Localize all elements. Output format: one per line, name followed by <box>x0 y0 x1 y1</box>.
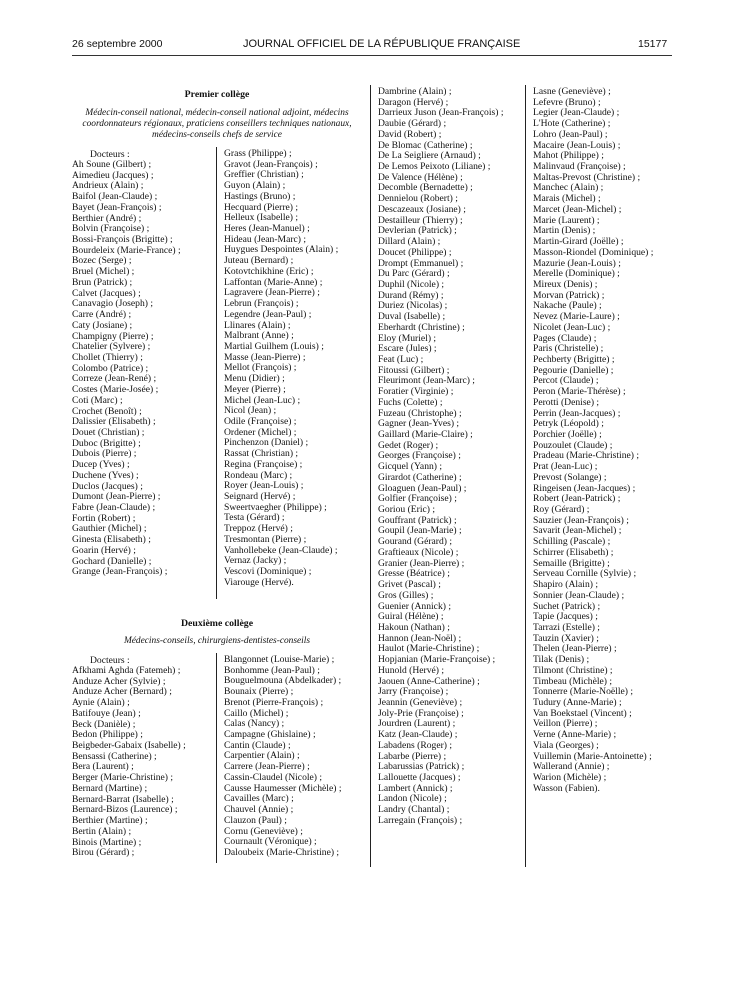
name-entry: Feat (Luc) ; <box>378 353 424 365</box>
name-entry: Shapiro (Alain) ; <box>533 579 599 591</box>
name-entry: Bonhomme (Jean-Paul) ; <box>224 664 320 676</box>
name-entry: Martin-Girard (Joëlle) ; <box>533 236 624 248</box>
name-entry: Gicquel (Yann) ; <box>378 461 443 473</box>
name-entry: Dalissier (Elisabeth) ; <box>72 416 156 428</box>
column-divider <box>370 85 371 867</box>
name-entry: Nakache (Paule) ; <box>533 300 602 312</box>
name-entry: Fleurimont (Jean-Marc) ; <box>378 375 475 387</box>
name-entry: Lohro (Jean-Paul) ; <box>533 128 608 140</box>
name-entry: Nicol (Jean) ; <box>224 405 277 417</box>
name-entry: Descazeaux (Josiane) ; <box>378 203 466 215</box>
name-entry: Tudury (Anne-Marie) ; <box>533 696 622 708</box>
name-entry: Pages (Claude) ; <box>533 332 597 344</box>
name-entry: Macaire (Jean-Louis) ; <box>533 139 621 151</box>
name-entry: Grass (Philippe) ; <box>224 148 292 159</box>
name-entry: Laffontan (Marie-Anne) ; <box>224 276 323 288</box>
name-entry: Gravot (Jean-François) ; <box>224 158 318 170</box>
name-entry: Chauvel (Annie) ; <box>224 804 294 816</box>
name-entry: Aimedieu (Jacques) ; <box>72 169 154 181</box>
name-entry: Berthier (André) ; <box>72 212 142 224</box>
name-entry: Fuchs (Colette) ; <box>378 396 443 408</box>
name-entry: Wallerand (Annie) ; <box>533 761 610 773</box>
name-entry: Lallouette (Jacques) ; <box>378 772 461 783</box>
name-entry: Schilling (Pascale) ; <box>533 536 611 548</box>
name-entry: Du Parc (Gérard) ; <box>378 268 450 280</box>
name-entry: Devlerian (Patrick) ; <box>378 225 457 237</box>
name-entry: Hopjanian (Marie-Françoise) ; <box>378 654 496 666</box>
name-entry: Duphil (Nicole) ; <box>378 278 445 290</box>
name-entry: Girardot (Catherine) ; <box>378 471 462 483</box>
name-entry: Michel (Jean-Luc) ; <box>224 394 301 406</box>
name-entry: Carrere (Jean-Pierre) ; <box>224 761 310 773</box>
name-entry: Peron (Marie-Thérèse) ; <box>533 386 626 398</box>
name-entry: Bensassi (Catherine) ; <box>72 750 157 762</box>
name-entry: Schirrer (Elisabeth) ; <box>533 546 614 558</box>
name-entry: Baifol (Jean-Claude) ; <box>72 191 158 203</box>
name-entry: Vernaz (Jacky) ; <box>224 555 287 567</box>
name-entry: Tarrazi (Estelle) ; <box>533 621 600 633</box>
name-entry: Canavagio (Joseph) ; <box>72 298 153 310</box>
names-column <box>533 87 653 794</box>
name-entry: Darrieux Juson (Jean-François) ; <box>378 107 504 119</box>
name-entry: Colombo (Patrice) ; <box>72 362 149 374</box>
name-entry: Anduze Acher (Bernard) ; <box>72 686 172 698</box>
name-entry: Mahot (Philippe) ; <box>533 150 604 162</box>
name-entry: Percot (Claude) ; <box>533 375 599 387</box>
name-entry: Seignard (Hervé) ; <box>224 491 296 502</box>
name-entry: Bourdeleix (Marie-France) ; <box>72 244 181 256</box>
name-entry: Tauzin (Xavier) ; <box>533 632 599 644</box>
name-entry: David (Robert) ; <box>378 128 442 140</box>
name-entry: Bozec (Serge) ; <box>72 255 132 267</box>
name-entry: Tapie (Jacques) ; <box>533 611 598 623</box>
name-entry: Caty (Josiane) ; <box>72 319 133 331</box>
names-column <box>72 160 181 578</box>
name-entry: Berthier (Martine) ; <box>72 815 148 827</box>
name-entry: Van Boekstael (Vincent) ; <box>533 707 632 719</box>
name-entry: Blangonnet (Louise-Marie) ; <box>224 654 335 665</box>
name-entry: Gauthier (Michel) ; <box>72 523 147 535</box>
name-entry: Destailleur (Thierry) ; <box>378 214 463 226</box>
name-entry: Perotti (Denise) ; <box>533 396 600 408</box>
name-entry: Mellot (François) ; <box>224 362 297 374</box>
name-entry: Porchier (Joëlle) ; <box>533 429 602 440</box>
name-entry: Fortin (Robert) ; <box>72 512 136 524</box>
name-entry: Goarin (Hervé) ; <box>72 544 136 556</box>
name-entry: Causse Haumesser (Michèle) ; <box>224 782 342 794</box>
name-entry: Hecquard (Pierre) ; <box>224 201 299 213</box>
name-entry: Rassat (Christian) ; <box>224 448 299 460</box>
header-rule <box>72 55 672 56</box>
name-entry: Dubois (Pierre) ; <box>72 448 137 460</box>
name-entry: Legendre (Jean-Paul) ; <box>224 308 312 320</box>
name-entry: Gouffrant (Patrick) ; <box>378 514 457 526</box>
header-date: 26 septembre 2000 <box>72 38 163 50</box>
name-entry: Landon (Nicole) ; <box>378 793 447 805</box>
name-entry: Gaillard (Marie-Claire) ; <box>378 429 473 440</box>
name-entry: De La Seigliere (Arnaud) ; <box>378 150 481 162</box>
name-entry: Beck (Danièle) ; <box>72 718 136 730</box>
name-entry: Caillo (Michel) ; <box>224 707 289 719</box>
name-entry: Calvet (Jacques) ; <box>72 287 141 299</box>
name-entry: Odile (Françoise) ; <box>224 415 297 427</box>
name-entry: Hastings (Bruno) ; <box>224 190 296 202</box>
names-column <box>72 666 186 859</box>
name-entry: Cantin (Claude) ; <box>224 739 291 751</box>
name-entry: Labarussias (Patrick) ; <box>378 761 465 773</box>
name-entry: Tilak (Denis) ; <box>533 654 590 666</box>
name-entry: Nevez (Marie-Laure) ; <box>533 311 620 323</box>
name-entry: Masson-Riondel (Dominique) ; <box>533 246 654 258</box>
name-entry: Wasson (Fabien). <box>533 782 600 794</box>
name-entry: Warion (Michèle) ; <box>533 772 607 783</box>
name-entry: Joly-Prie (Françoise) ; <box>378 707 464 719</box>
name-entry: Pradeau (Marie-Christine) ; <box>533 450 640 462</box>
name-entry: Gochard (Danielle) ; <box>72 555 152 567</box>
name-entry: Brun (Patrick) ; <box>72 276 133 288</box>
name-entry: Daubie (Gérard) ; <box>378 118 447 130</box>
name-entry: Guyon (Alain) ; <box>224 180 286 192</box>
name-entry: Berger (Marie-Christine) ; <box>72 772 174 784</box>
name-entry: Larregain (François) ; <box>378 814 463 826</box>
column-divider <box>216 653 217 863</box>
section-title-premier: Premier collège <box>184 89 250 100</box>
name-entry: Pechberty (Brigitte) ; <box>533 353 615 365</box>
name-entry: Campagne (Ghislaine) ; <box>224 729 316 741</box>
name-entry: Duchene (Yves) ; <box>72 469 139 481</box>
name-entry: Costes (Marie-Josée) ; <box>72 384 159 396</box>
name-entry: Sonnier (Jean-Claude) ; <box>533 589 625 601</box>
name-entry: Paris (Christelle) ; <box>533 343 604 355</box>
name-entry: Graftieaux (Nicole) ; <box>378 546 459 558</box>
section-subtitle-premier: Médecin-conseil national, médecin-conseil national adjoint, médecins coordonnateurs régionaux, praticiens conseillers techniques nationaux, médecins-conseils chefs de service <box>82 108 352 140</box>
name-entry: Foratier (Virginie) ; <box>378 386 454 398</box>
name-entry: Martial Guilhem (Louis) ; <box>224 340 324 352</box>
name-entry: Pegourie (Danielle) ; <box>533 364 614 376</box>
name-entry: Carpentier (Alain) ; <box>224 750 300 762</box>
name-entry: Pinchenzon (Daniel) ; <box>224 437 309 449</box>
name-entry: Ordener (Michel) ; <box>224 426 297 438</box>
name-entry: Morvan (Patrick) ; <box>533 289 605 301</box>
name-entry: Crochet (Benoît) ; <box>72 405 142 417</box>
name-entry: Gros (Gilles) ; <box>378 589 434 601</box>
name-entry: De Valence (Hélène) ; <box>378 171 463 183</box>
name-entry: Prevost (Solange) ; <box>533 471 607 483</box>
name-entry: Jaouen (Anne-Catherine) ; <box>378 675 480 687</box>
name-entry: Fitoussi (Gilbert) ; <box>378 364 450 376</box>
name-entry: Meyer (Pierre) ; <box>224 383 286 395</box>
name-entry: Gourand (Gérard) ; <box>378 536 453 548</box>
name-entry: Bedon (Philippe) ; <box>72 729 143 741</box>
name-entry: Labadens (Roger) ; <box>378 739 453 751</box>
name-entry: Dillard (Alain) ; <box>378 236 441 248</box>
name-entry: Roy (Gérard) ; <box>533 504 590 516</box>
column-heading-docteurs: Docteurs : <box>90 149 130 160</box>
name-entry: Dumont (Jean-Pierre) ; <box>72 491 161 503</box>
name-entry: Nicolet (Jean-Luc) ; <box>533 321 611 333</box>
name-entry: Martin (Denis) ; <box>533 225 596 237</box>
name-entry: Lebrun (François) ; <box>224 298 299 310</box>
section-subtitle-deuxieme: Médecins-conseils, chirurgiens-dentistes-conseils <box>123 636 311 646</box>
name-entry: Pouzoulet (Claude) ; <box>533 439 613 451</box>
name-entry: Kotovtchikhine (Eric) ; <box>224 265 314 277</box>
name-entry: Menu (Didier) ; <box>224 373 285 385</box>
name-entry: Masse (Jean-Pierre) ; <box>224 351 306 363</box>
name-entry: Bossi-François (Brigitte) ; <box>72 234 173 246</box>
name-entry: Bouguelmouna (Abdelkader) ; <box>224 675 342 687</box>
name-entry: Greffier (Christian) ; <box>224 169 304 181</box>
name-entry: Viarouge (Hervé). <box>224 576 294 588</box>
name-entry: De Blomac (Catherine) ; <box>378 139 473 151</box>
name-entry: Gresse (Béatrice) ; <box>378 568 450 580</box>
name-entry: Gloaguen (Jean-Paul) ; <box>378 482 467 494</box>
name-entry: Treppoz (Hervé) ; <box>224 523 293 535</box>
name-entry: Bernard-Bizos (Laurence) ; <box>72 804 178 816</box>
name-entry: Veillon (Pierre) ; <box>533 718 598 730</box>
name-entry: Legier (Jean-Claude) ; <box>533 107 620 119</box>
name-entry: Manchec (Alain) ; <box>533 182 604 194</box>
name-entry: Decomble (Bernadette) ; <box>378 182 473 194</box>
name-entry: Chatelier (Sylvere) ; <box>72 341 151 353</box>
name-entry: Marie (Laurent) ; <box>533 214 600 226</box>
name-entry: Duval (Isabelle) ; <box>378 311 446 323</box>
name-entry: Duriez (Nicolas) ; <box>378 300 448 312</box>
name-entry: Savarit (Jean-Michel) ; <box>533 525 622 537</box>
name-entry: Cavailles (Marc) ; <box>224 793 294 805</box>
page-number: 15177 <box>638 38 668 50</box>
name-entry: Sweertvaegher (Philippe) ; <box>224 501 327 513</box>
name-entry: Marcet (Jean-Michel) ; <box>533 203 622 215</box>
name-entry: Ducep (Yves) ; <box>72 459 130 471</box>
name-entry: Bayet (Jean-François) ; <box>72 201 162 213</box>
name-entry: Maltas-Prevost (Christine) ; <box>533 171 641 183</box>
name-entry: Lefevre (Bruno) ; <box>533 96 601 108</box>
name-entry: Labarbe (Pierre) ; <box>378 750 447 762</box>
name-entry: Eberhardt (Christine) ; <box>378 321 465 333</box>
name-entry: Helleux (Isabelle) ; <box>224 212 299 224</box>
header-title: JOURNAL OFFICIEL DE LA RÉPUBLIQUE FRANÇAISE <box>243 38 521 50</box>
name-entry: Heres (Jean-Manuel) ; <box>224 223 310 235</box>
name-entry: Doucet (Philippe) ; <box>378 246 452 258</box>
name-entry: Petryk (Léopold) ; <box>533 418 604 430</box>
name-entry: Llinares (Alain) ; <box>224 319 291 331</box>
name-entry: Malinvaud (Françoise) ; <box>533 161 626 173</box>
name-entry: Bernard (Martine) ; <box>72 782 148 794</box>
name-entry: Clauzon (Paul) ; <box>224 814 287 826</box>
name-entry: L'Hote (Catherine) ; <box>533 118 611 130</box>
name-entry: Regina (Françoise) ; <box>224 458 303 470</box>
name-entry: Vanhollebeke (Jean-Claude) ; <box>224 544 338 556</box>
name-entry: Golfier (Françoise) ; <box>378 493 457 505</box>
name-entry: Birou (Gérard) ; <box>72 847 135 859</box>
name-entry: Merelle (Dominique) ; <box>533 268 620 280</box>
name-entry: Cassin-Claudel (Nicole) ; <box>224 771 323 783</box>
name-entry: Viala (Georges) ; <box>533 739 599 751</box>
name-entry: Huygues Despointes (Alain) ; <box>224 244 339 256</box>
name-entry: Eloy (Muriel) ; <box>378 332 437 344</box>
name-entry: Suchet (Patrick) ; <box>533 600 601 612</box>
name-entry: Gedet (Roger) ; <box>378 439 439 451</box>
name-entry: Brenot (Pierre-François) ; <box>224 696 324 708</box>
name-entry: Daloubeix (Marie-Christine) ; <box>224 846 340 858</box>
name-entry: Prat (Jean-Luc) ; <box>533 461 598 473</box>
name-entry: Tilmont (Christine) ; <box>533 664 613 676</box>
name-entry: Fabre (Jean-Claude) ; <box>72 502 156 513</box>
name-entry: Goupil (Jean-Marie) ; <box>378 525 462 537</box>
name-entry: Coti (Marc) ; <box>72 394 123 406</box>
name-entry: Granier (Jean-Pierre) ; <box>378 557 465 569</box>
name-entry: Robert (Jean-Patrick) ; <box>533 493 621 505</box>
name-entry: Calas (Nancy) ; <box>224 718 285 730</box>
name-entry: Dambrine (Alain) ; <box>378 86 452 97</box>
name-entry: Goriou (Eric) ; <box>378 504 436 516</box>
name-entry: Jourdren (Laurent) ; <box>378 718 456 730</box>
name-entry: Hunold (Hervé) ; <box>378 664 445 676</box>
names-column <box>224 149 338 588</box>
name-entry: Andrieux (Alain) ; <box>72 180 144 192</box>
column-heading-docteurs: Docteurs : <box>90 655 130 666</box>
name-entry: Bruel (Michel) ; <box>72 266 135 278</box>
name-entry: Grange (Jean-François) ; <box>72 566 168 578</box>
name-entry: Fuzeau (Christophe) ; <box>378 407 462 419</box>
name-entry: Escare (Jules) ; <box>378 343 437 355</box>
name-entry: Bounaix (Pierre) ; <box>224 686 294 698</box>
name-entry: Semaille (Brigitte) ; <box>533 557 610 569</box>
name-entry: Durand (Rémy) ; <box>378 289 444 301</box>
name-entry: Vuillemin (Marie-Antoinette) ; <box>533 750 652 762</box>
name-entry: Grivet (Pascal) ; <box>378 579 441 591</box>
name-entry: Rondeau (Marc) ; <box>224 469 293 481</box>
name-entry: Bernard-Barrat (Isabelle) ; <box>72 793 174 805</box>
name-entry: De Lemos Peixoto (Liliane) ; <box>378 161 491 173</box>
column-divider <box>216 147 217 599</box>
name-entry: Gagner (Jean-Yves) ; <box>378 418 460 430</box>
name-entry: Drompt (Emmanuel) ; <box>378 257 464 269</box>
name-entry: Douet (Christian) ; <box>72 426 145 438</box>
name-entry: Binois (Martine) ; <box>72 836 142 848</box>
name-entry: Tresmontan (Pierre) ; <box>224 533 307 545</box>
name-entry: Beigbeder-Gabaix (Isabelle) ; <box>72 740 186 752</box>
name-entry: Bertin (Alain) ; <box>72 825 132 837</box>
name-entry: Cornu (Geneviève) ; <box>224 825 303 837</box>
name-entry: Hideau (Jean-Marc) ; <box>224 233 307 245</box>
name-entry: Bera (Laurent) ; <box>72 761 134 773</box>
name-entry: Lasne (Geneviève) ; <box>533 86 611 97</box>
section-title-deuxieme: Deuxième collège <box>180 618 254 629</box>
name-entry: Correze (Jean-René) ; <box>72 373 157 385</box>
name-entry: Ringeisen (Jean-Jacques) ; <box>533 482 636 494</box>
name-entry: Aynie (Alain) ; <box>72 697 130 709</box>
name-entry: Georges (Françoise) ; <box>378 450 461 462</box>
name-entry: Carre (André) ; <box>72 309 132 321</box>
name-entry: Hannon (Jean-Noël) ; <box>378 632 462 644</box>
name-entry: Cournault (Véronique) ; <box>224 836 317 848</box>
name-entry: Hakoun (Nathan) ; <box>378 621 450 633</box>
name-entry: Katz (Jean-Claude) ; <box>378 729 458 741</box>
name-entry: Daragon (Hervé) ; <box>378 96 449 108</box>
name-entry: Haulot (Marie-Christine) ; <box>378 643 480 655</box>
name-entry: Dennielou (Robert) ; <box>378 193 458 205</box>
name-entry: Marais (Michel) ; <box>533 193 601 205</box>
name-entry: Tonnerre (Marie-Noëlle) ; <box>533 686 634 698</box>
name-entry: Lagravere (Jean-Pierre) ; <box>224 287 320 299</box>
name-entry: Sauzier (Jean-François) ; <box>533 514 629 526</box>
name-entry: Chollet (Thierry) ; <box>72 351 143 363</box>
name-entry: Ah Soune (Gilbert) ; <box>72 159 152 170</box>
column-divider <box>525 85 526 867</box>
name-entry: Royer (Jean-Louis) ; <box>224 480 304 492</box>
name-entry: Bolvin (Françoise) ; <box>72 223 150 235</box>
name-entry: Afkhami Aghda (Fatemeh) ; <box>72 665 181 676</box>
name-entry: Champigny (Pierre) ; <box>72 330 154 342</box>
name-entry: Timbeau (Michèle) ; <box>533 675 613 687</box>
name-entry: Juteau (Bernard) ; <box>224 255 294 267</box>
name-entry: Serveau Cornille (Sylvie) ; <box>533 568 637 580</box>
name-entry: Lambert (Annick) ; <box>378 782 453 794</box>
name-entry: Guiral (Hélène) ; <box>378 611 444 623</box>
name-entry: Anduze Acher (Sylvie) ; <box>72 675 166 687</box>
name-entry: Jarry (Françoise) ; <box>378 686 449 698</box>
names-column <box>224 655 342 859</box>
name-entry: Guenier (Annick) ; <box>378 600 451 612</box>
name-entry: Batifouye (Jean) ; <box>72 707 141 719</box>
name-entry: Duboc (Brigitte) ; <box>72 437 141 449</box>
name-entry: Thelen (Jean-Pierre) ; <box>533 643 617 655</box>
name-entry: Verne (Anne-Marie) ; <box>533 729 617 741</box>
name-entry: Malbrant (Anne) ; <box>224 330 294 342</box>
name-entry: Duclos (Jacques) ; <box>72 480 143 492</box>
name-entry: Vescovi (Dominique) ; <box>224 566 312 578</box>
names-column <box>378 87 503 827</box>
name-entry: Landry (Chantal) ; <box>378 804 450 816</box>
name-entry: Ginesta (Elisabeth) ; <box>72 534 151 546</box>
name-entry: Jeannin (Geneviève) ; <box>378 696 463 708</box>
name-entry: Testa (Gérard) ; <box>224 512 285 524</box>
name-entry: Mazurie (Jean-Louis) ; <box>533 257 621 269</box>
name-entry: Perrin (Jean-Jacques) ; <box>533 407 621 419</box>
name-entry: Mireux (Denis) ; <box>533 278 598 290</box>
